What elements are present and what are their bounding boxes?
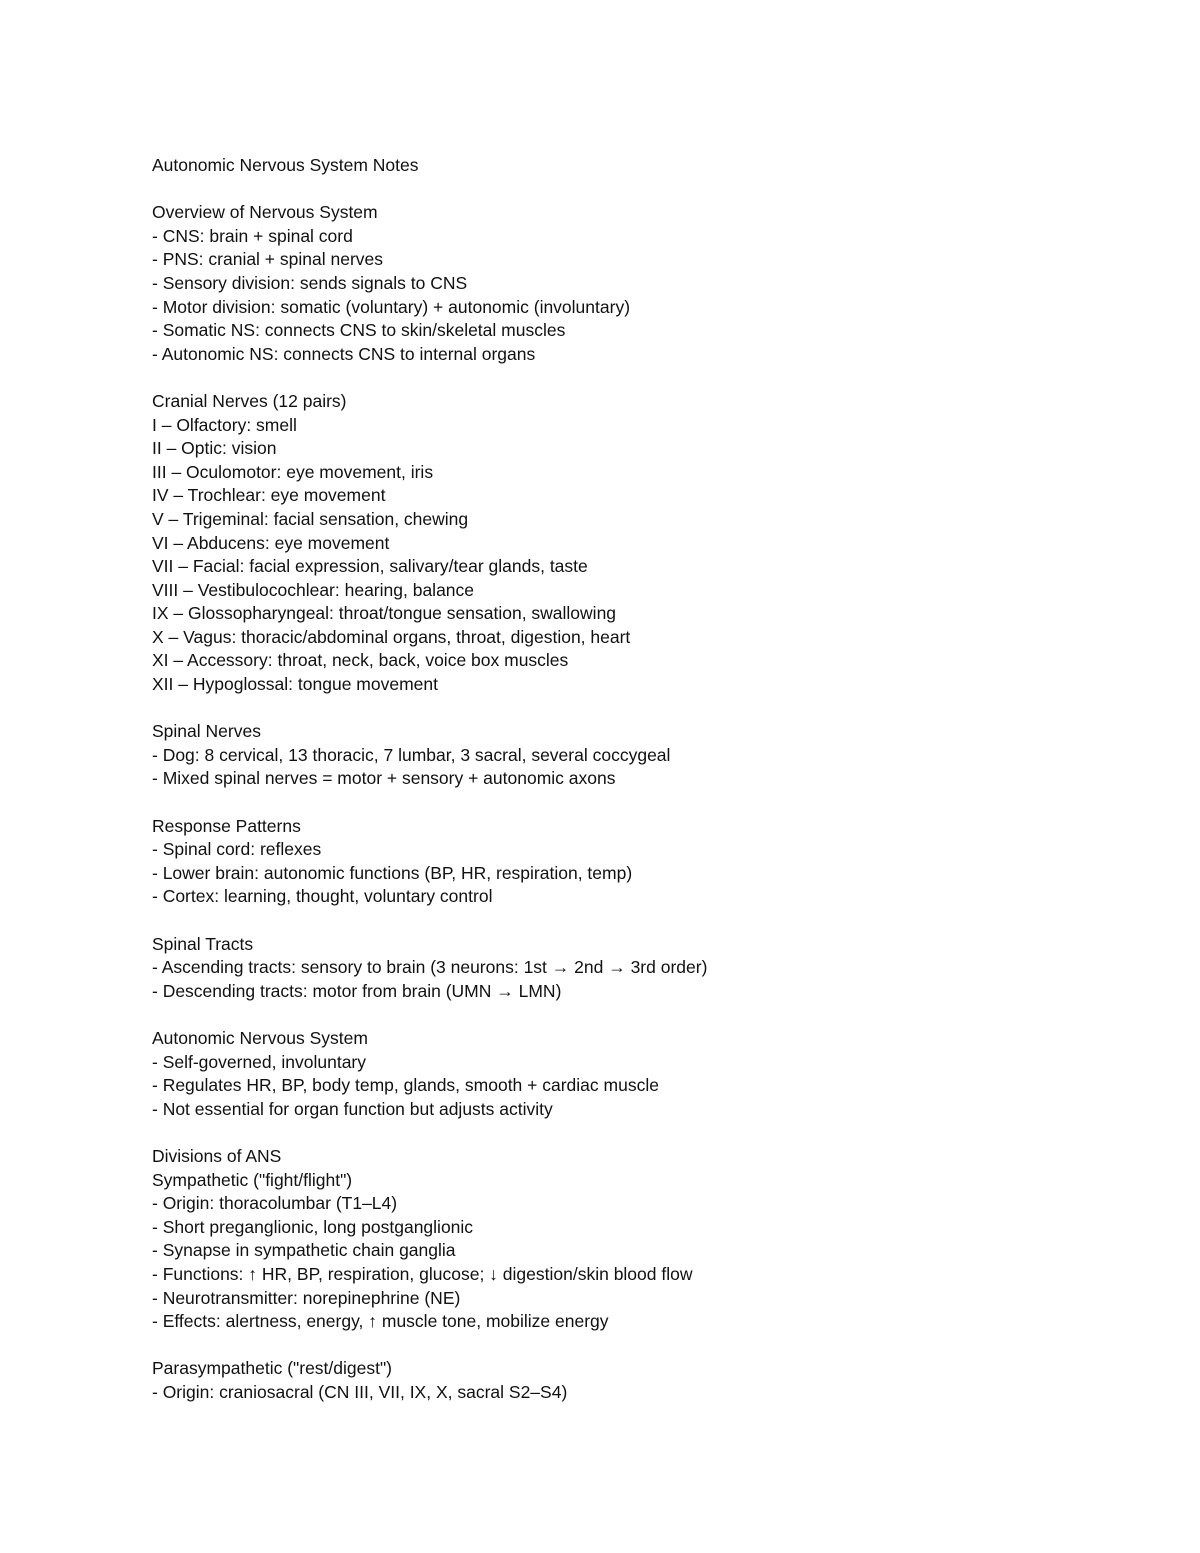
bullet-line: - Not essential for organ function but adjusts activity: [152, 1098, 553, 1119]
cranial-nerve-line: VIII – Vestibulocochlear: hearing, balance: [152, 579, 475, 600]
bullet-line: - Synapse in sympathetic chain ganglia: [152, 1240, 456, 1261]
spacer: [152, 366, 1112, 390]
bullet-line: - Somatic NS: connects CNS to skin/skeletal muscles: [152, 320, 566, 341]
spacer: [152, 178, 1112, 202]
bullet-line: - Dog: 8 cervical, 13 thoracic, 7 lumbar, 3 sacral, several coccygeal: [152, 744, 671, 765]
cranial-nerve-line: II – Optic: vision: [152, 438, 277, 459]
bullet-line: - Self-governed, involuntary: [152, 1051, 366, 1072]
section-heading: Overview of Nervous System: [152, 202, 378, 223]
cranial-nerve-line: IV – Trochlear: eye movement: [152, 485, 386, 506]
section-heading: Divisions of ANS: [152, 1145, 282, 1166]
bullet-line: - Descending tracts: motor from brain (UMN → LMN): [152, 980, 562, 1001]
bullet-line: - Ascending tracts: sensory to brain (3 neurons: 1st → 2nd → 3rd order): [152, 957, 708, 978]
cranial-nerve-line: VI – Abducens: eye movement: [152, 532, 390, 553]
bullet-line: - Short preganglionic, long postganglionic: [152, 1216, 474, 1237]
bullet-line: - Autonomic NS: connects CNS to internal organs: [152, 343, 536, 364]
section-heading: Spinal Nerves: [152, 721, 261, 742]
bullet-line: - Regulates HR, BP, body temp, glands, smooth + cardiac muscle: [152, 1075, 659, 1096]
cranial-nerve-line: X – Vagus: thoracic/abdominal organs, throat, digestion, heart: [152, 626, 631, 647]
bullet-line: - Origin: thoracolumbar (T1–L4): [152, 1193, 398, 1214]
bullet-line: - Neurotransmitter: norepinephrine (NE): [152, 1287, 461, 1308]
section-heading: Response Patterns: [152, 815, 301, 836]
cranial-nerve-line: IX – Glossopharyngeal: throat/tongue sensation, swallowing: [152, 603, 617, 624]
spacer: [152, 791, 1112, 815]
section-heading: Cranial Nerves (12 pairs): [152, 390, 347, 411]
bullet-line: - Origin: craniosacral (CN III, VII, IX, X, sacral S2–S4): [152, 1381, 568, 1402]
bullet-line: - Spinal cord: reflexes: [152, 839, 322, 860]
section-heading: Spinal Tracts: [152, 933, 254, 954]
cranial-nerve-line: XI – Accessory: throat, neck, back, voice box muscles: [152, 650, 569, 671]
section-heading: Parasympathetic ("rest/digest"): [152, 1358, 393, 1379]
cranial-nerve-line: V – Trigeminal: facial sensation, chewing: [152, 508, 469, 529]
cranial-nerve-line: I – Olfactory: smell: [152, 414, 297, 435]
document-page: [152, 154, 1112, 1404]
spacer: [152, 909, 1112, 933]
bullet-line: - Lower brain: autonomic functions (BP, HR, respiration, temp): [152, 862, 633, 883]
section-heading: Autonomic Nervous System: [152, 1027, 368, 1048]
spacer: [152, 1121, 1112, 1145]
bullet-line: - Motor division: somatic (voluntary) + autonomic (involuntary): [152, 296, 631, 317]
cranial-nerve-line: XII – Hypoglossal: tongue movement: [152, 674, 438, 695]
spacer: [152, 697, 1112, 721]
bullet-line: - Cortex: learning, thought, voluntary control: [152, 886, 493, 907]
document-title: Autonomic Nervous System Notes: [152, 155, 419, 175]
spacer: [152, 1003, 1112, 1027]
bullet-line: - Sensory division: sends signals to CNS: [152, 272, 468, 293]
bullet-line: - Functions: ↑ HR, BP, respiration, glucose; ↓ digestion/skin blood flow: [152, 1263, 693, 1284]
cranial-nerve-line: VII – Facial: facial expression, salivary/tear glands, taste: [152, 556, 588, 577]
bullet-line: - CNS: brain + spinal cord: [152, 225, 353, 246]
bullet-line: - PNS: cranial + spinal nerves: [152, 249, 384, 270]
spacer: [152, 1334, 1112, 1358]
subsection-heading: Sympathetic ("fight/flight"): [152, 1169, 353, 1190]
bullet-line: - Effects: alertness, energy, ↑ muscle tone, mobilize energy: [152, 1311, 609, 1332]
bullet-line: - Mixed spinal nerves = motor + sensory + autonomic axons: [152, 768, 616, 789]
cranial-nerve-line: III – Oculomotor: eye movement, iris: [152, 461, 434, 482]
